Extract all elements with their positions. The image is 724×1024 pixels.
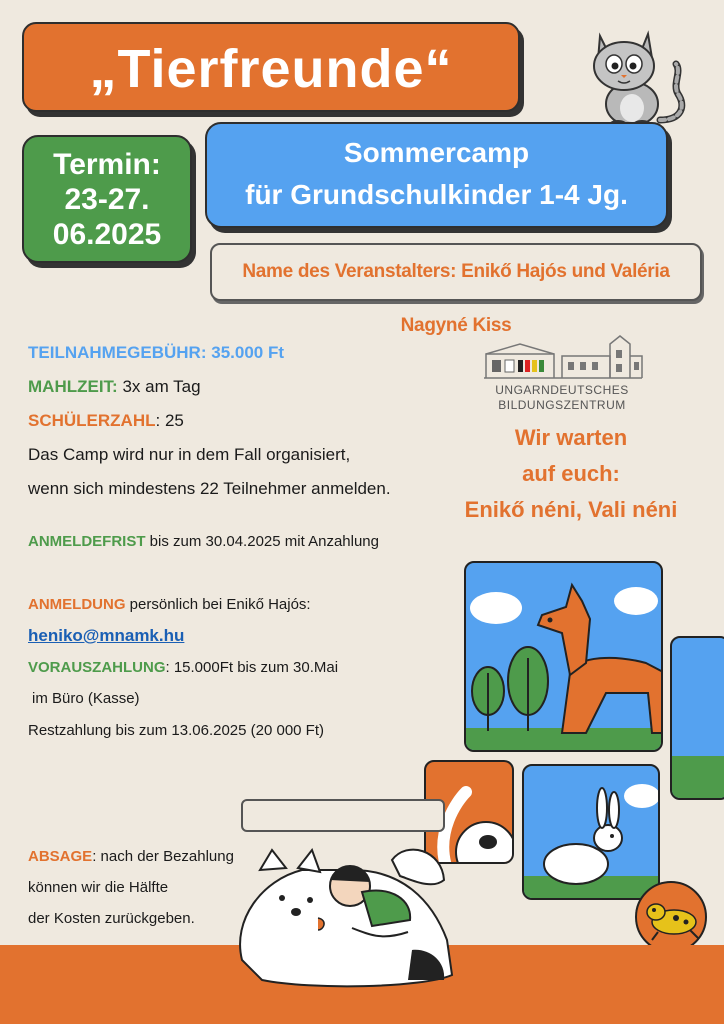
condition-line1: Das Camp wird nur in dem Fall organisiert,	[28, 445, 351, 464]
registration-value: persönlich bei Enikő Hajós:	[129, 596, 311, 613]
cat-icon	[582, 28, 692, 136]
dog-icon	[466, 563, 663, 752]
school-logo-icon	[480, 334, 646, 382]
cancel-label: ABSAGE	[28, 848, 93, 865]
meal-label: MAHLZEIT:	[28, 377, 118, 396]
students-label: SCHÜLERZAHL	[28, 411, 156, 430]
organizer-text: Name des Veranstalters: Enikő Hajós und Valéria Nagyné Kiss	[242, 261, 670, 336]
camp-banner	[205, 122, 668, 228]
registration-row	[28, 596, 311, 613]
logo-caption	[483, 383, 641, 413]
dog-child-icon	[232, 840, 462, 990]
email-row	[28, 626, 184, 646]
deadline-row	[28, 533, 379, 550]
prepayment-label: VORAUSZAHLUNG	[28, 659, 166, 676]
prepayment-place: im Büro (Kasse)	[32, 690, 140, 707]
fee-row	[28, 343, 284, 363]
page-title: „Tierfreunde“	[89, 39, 453, 99]
students-row	[28, 411, 184, 431]
date-range: 23-27.	[64, 183, 150, 216]
logo-line2: BILDUNGSZENTRUM	[498, 398, 626, 412]
logo-line1: UNGARNDEUTSCHES	[495, 383, 629, 397]
cancel-line3: der Kosten zurückgeben.	[28, 910, 195, 927]
grass-tile	[670, 636, 724, 800]
meal-row	[28, 377, 201, 397]
cancel-row	[28, 848, 234, 865]
deadline-label: ANMELDEFRIST	[28, 533, 146, 550]
rest-payment: Restzahlung bis zum 13.06.2025 (20 000 Ft)	[28, 722, 325, 739]
welcome-text	[440, 420, 702, 528]
date-month-year: 06.2025	[52, 218, 162, 251]
date-label: Termin:	[53, 148, 161, 181]
date-badge	[22, 135, 192, 263]
prepayment-value: : 15.000Ft bis zum 30.Mai	[165, 659, 339, 676]
frog-icon	[634, 880, 708, 954]
welcome-line1: Wir warten	[514, 425, 628, 450]
cancel-value: : nach der Bezahlung	[92, 848, 234, 865]
meal-value: 3x am Tag	[122, 377, 201, 396]
fee-value: 35.000 Ft	[211, 343, 284, 362]
prepayment-row	[28, 659, 338, 676]
deadline-value: bis zum 30.04.2025 mit Anzahlung	[149, 533, 379, 550]
registration-label: ANMELDUNG	[28, 596, 126, 613]
cancel-line2: können wir die Hälfte	[28, 879, 169, 896]
welcome-line2: auf euch:	[522, 461, 620, 486]
title-banner	[22, 22, 520, 112]
email-link[interactable]: heniko@mnamk.hu	[28, 626, 185, 645]
students-value: : 25	[155, 411, 184, 430]
blank-field	[241, 799, 445, 832]
camp-line2: für Grundschulkinder 1-4 Jg.	[245, 179, 628, 210]
dog-tile	[464, 561, 663, 752]
camp-line1: Sommercamp	[343, 137, 530, 168]
fee-label: TEILNAHMEGEBÜHR:	[28, 343, 207, 362]
welcome-line3: Enikő néni, Vali néni	[464, 497, 678, 522]
condition-line2: wenn sich mindestens 22 Teilnehmer anmelden.	[28, 479, 391, 498]
organizer-box	[210, 243, 702, 336]
